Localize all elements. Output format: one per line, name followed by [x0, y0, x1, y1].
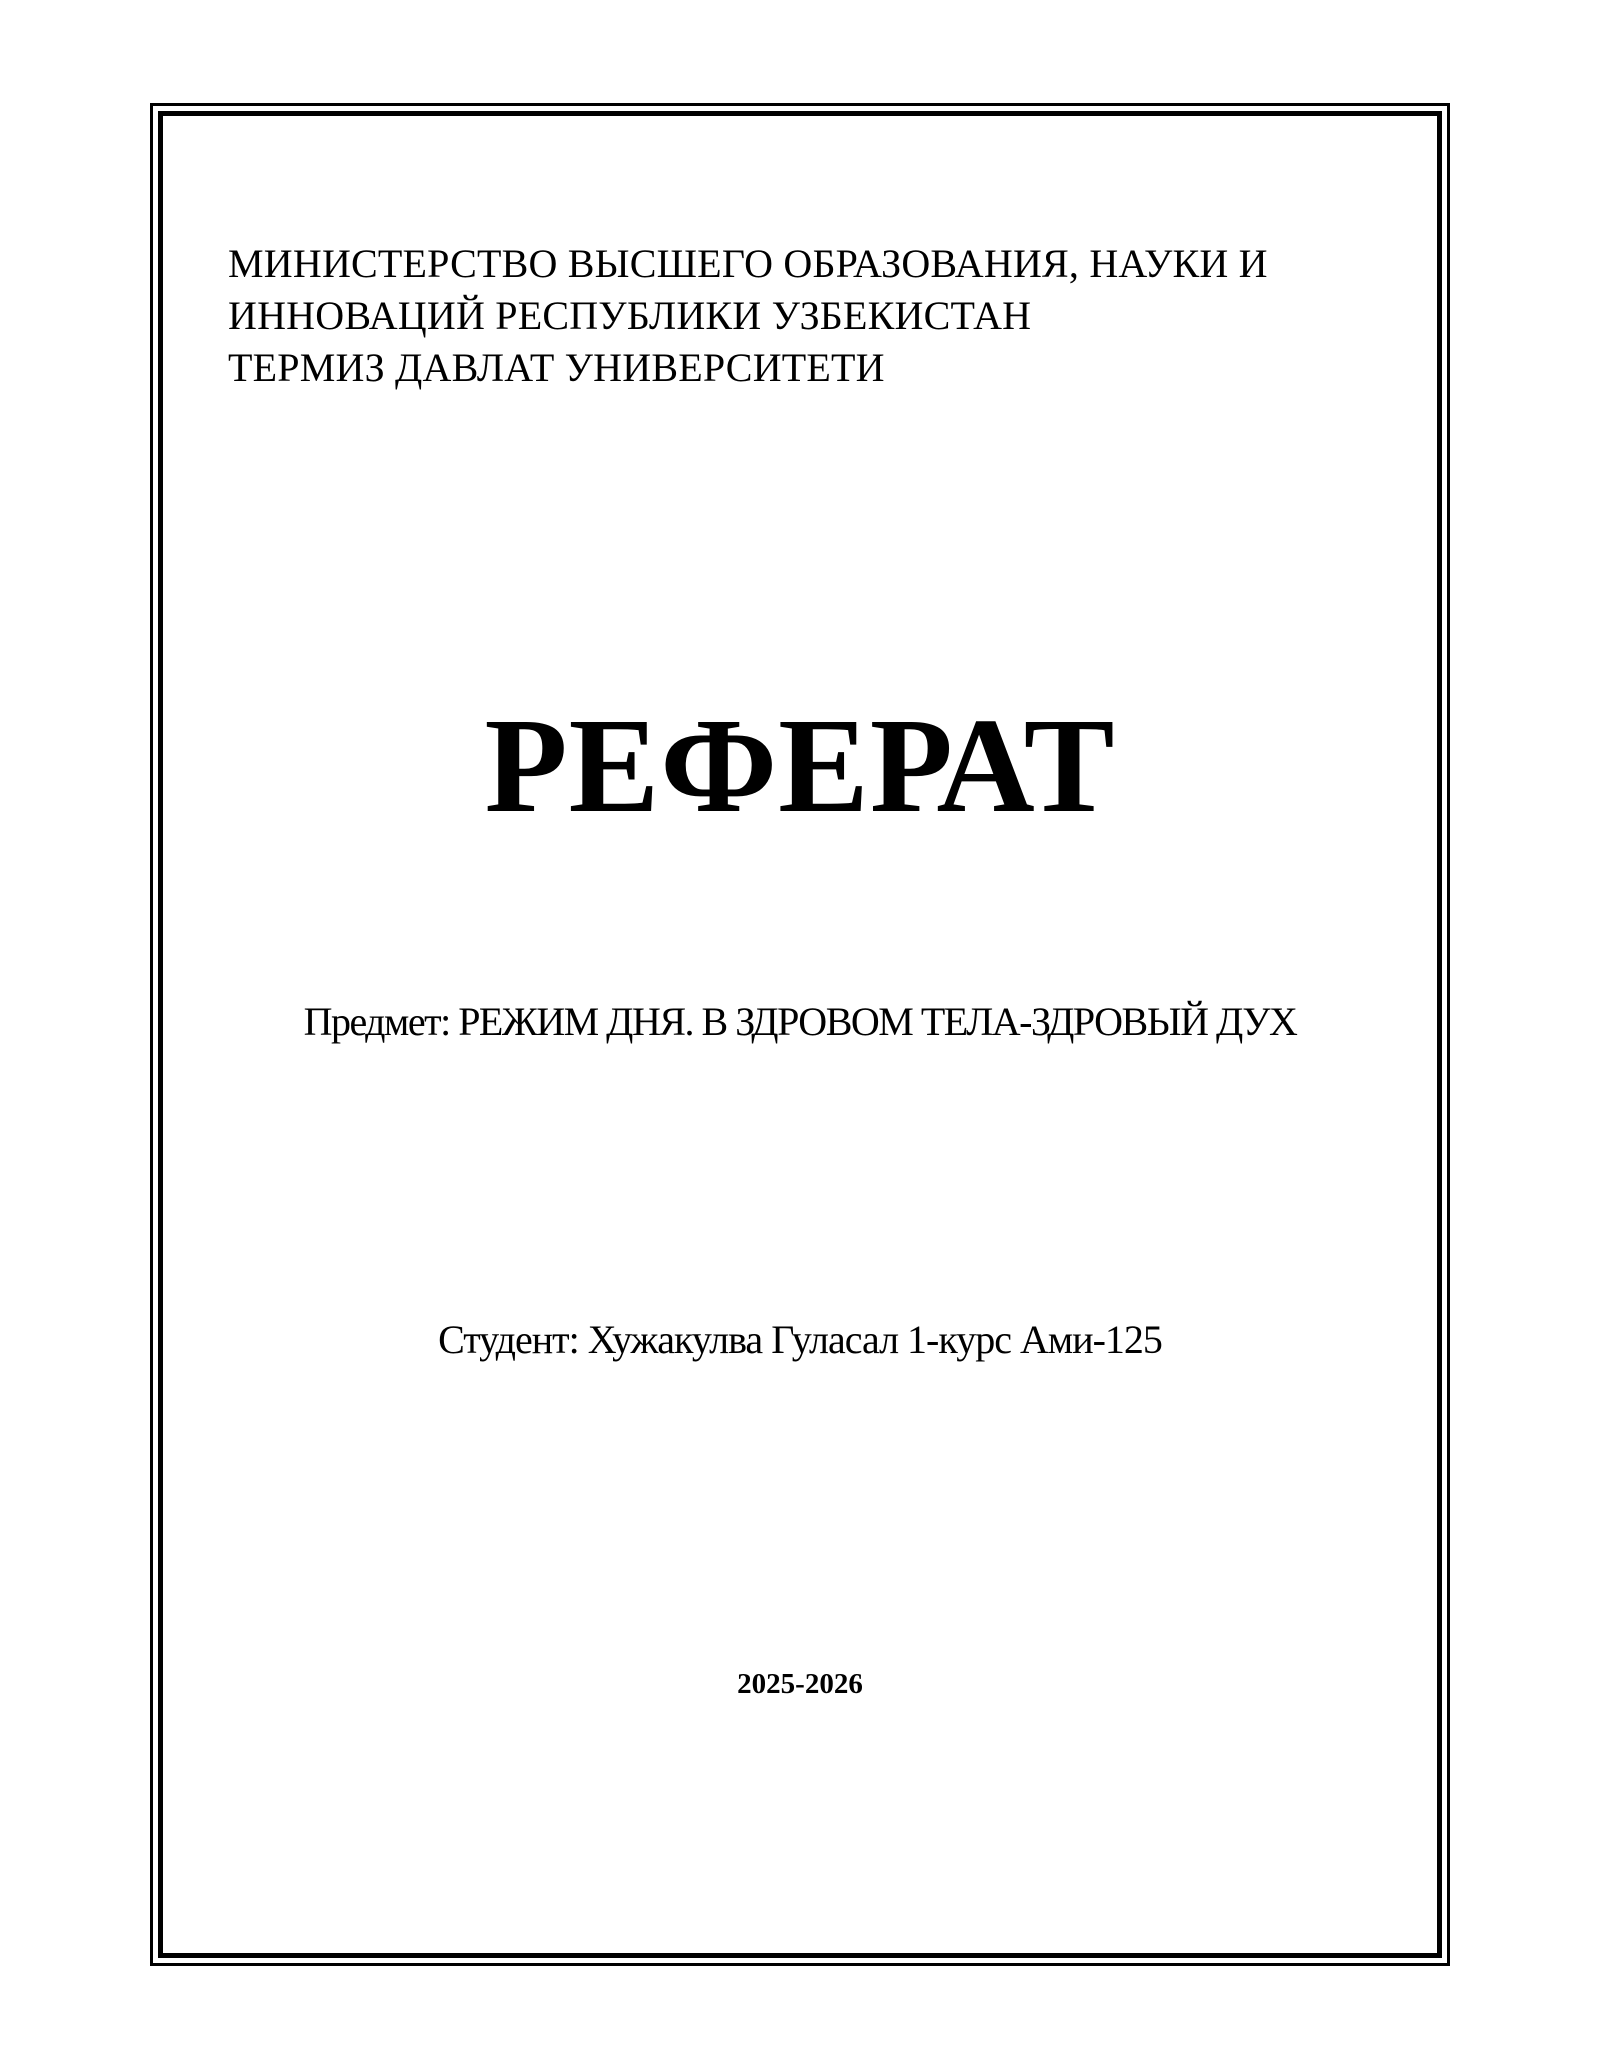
academic-year: 2025-2026 — [737, 1668, 863, 1700]
header-line-university: ТЕРМИЗ ДАВЛАТ УНИВЕРСИТЕТИ — [228, 345, 885, 390]
header-line-republic: ИННОВАЦИЙ РЕСПУБЛИКИ УЗБЕКИСТАН — [228, 293, 1032, 338]
ministry-header — [228, 238, 1388, 394]
subject-line: Предмет: РЕЖИМ ДНЯ. В ЗДРОВОМ ТЕЛА-ЗДРОВЫЙ ДУХ — [303, 999, 1297, 1044]
header-line-ministry: МИНИСТЕРСТВО ВЫСШЕГО ОБРАЗОВАНИЯ, НАУКИ И — [228, 241, 1268, 286]
student-line: Студент: Хужакулва Гуласал 1-курс Ами-125 — [438, 1317, 1162, 1362]
document-title: РЕФЕРАТ — [484, 691, 1116, 841]
